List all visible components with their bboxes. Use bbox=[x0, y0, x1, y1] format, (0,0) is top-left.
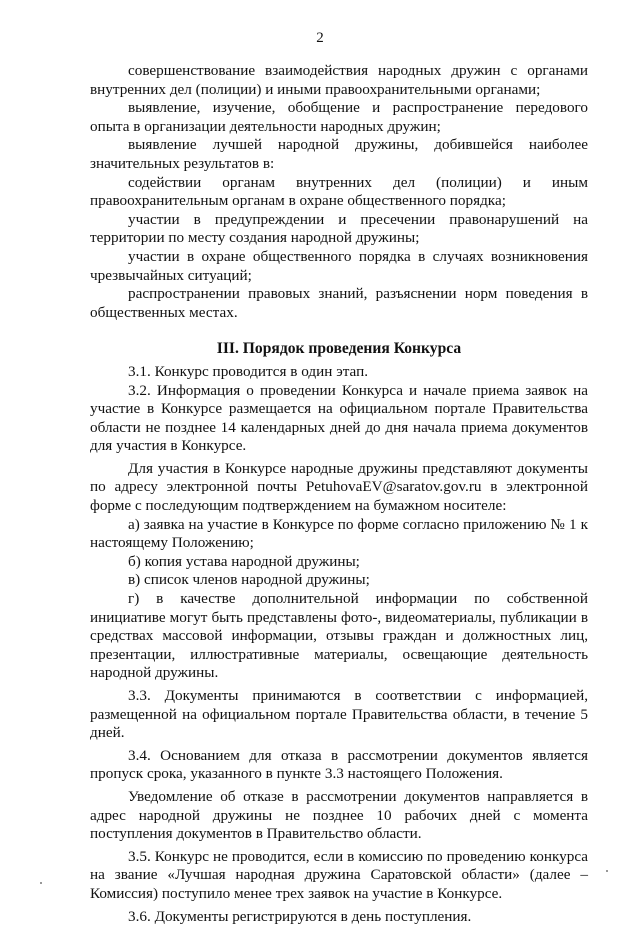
scan-speck bbox=[606, 870, 608, 872]
paragraph-3-4: 3.4. Основанием для отказа в рассмотрении документов является пропуск срока, указанного в пункте 3.3 настоящего Положения. bbox=[90, 746, 588, 783]
scan-speck bbox=[40, 882, 42, 884]
paragraph-3-6: 3.6. Документы регистрируются в день поступления. bbox=[128, 907, 472, 925]
paragraph-refusal-notice: Уведомление об отказе в рассмотрении документов направляется в адрес народной дружины не позднее 10 рабочих дней с момента поступления документов в Правительство области. bbox=[90, 787, 588, 843]
list-item-b: б) копия устава народной дружины; bbox=[128, 552, 360, 570]
paragraph-3-5: 3.5. Конкурс не проводится, если в комиссию по проведению конкурса на звание «Лучшая народная дружина Саратовской области» (далее – Комиссия) поступило менее трех заявок на участие в Конкурсе. bbox=[90, 847, 588, 902]
paragraph-assistance: содействии органам внутренних дел (полиции) и иным правоохранительным органам в охране общественного порядка; bbox=[90, 173, 588, 210]
list-item-c: в) список членов народной дружины; bbox=[128, 571, 370, 589]
paragraph-legal-knowledge: распространении правовых знаний, разъяснении норм поведения в общественных местах. bbox=[90, 285, 588, 321]
paragraph-goal-experience: выявление, изучение, обобщение и распространение передового опыта в организации деятельности народных дружин; bbox=[90, 99, 588, 135]
paragraph-prevention: участии в предупреждении и пресечении правонарушений на территории по месту создания народной дружины; bbox=[90, 210, 588, 247]
paragraph-goal-best-squad: выявление лучшей народной дружины, добившейся наиболее значительных результатов в: bbox=[90, 136, 588, 172]
page-number: 2 bbox=[316, 30, 324, 46]
paragraph-3-3: 3.3. Документы принимаются в соответствии с информацией, размещенной на официальном портале Правительства области, в течение 5 дней. bbox=[90, 687, 588, 742]
paragraph-3-2: 3.2. Информация о проведении Конкурса и начале приема заявок на участие в Конкурсе размещается на официальном портале Правительства области не позднее 14 календарных дней до дня начала приема документов для участия в Конкурсе. bbox=[90, 381, 588, 455]
paragraph-documents-email: Для участия в Конкурсе народные дружины представляют документы по адресу электронной почты PetuhovaEV@saratov.gov.ru в электронной форме с последующим подтверждением на бумажном носителе: bbox=[90, 459, 588, 515]
document-body bbox=[90, 62, 588, 926]
paragraph-3-1: 3.1. Конкурс проводится в один этап. bbox=[128, 362, 369, 380]
section-heading: III. Порядок проведения Конкурса bbox=[216, 340, 462, 358]
paragraph-goal-cooperation: совершенствование взаимодействия народных дружин с органами внутренних дел (полиции) и иными правоохранительными органами; bbox=[90, 62, 588, 98]
list-item-a: а) заявка на участие в Конкурсе по форме согласно приложению № 1 к настоящему Положению; bbox=[90, 515, 588, 552]
list-item-d: г) в качестве дополнительной информации по собственной инициативе могут быть представлены фото-, видеоматериалы, публикации в средствах массовой информации, отзывы граждан и должностных лиц, презентации, иллюстративные материалы, освещающие деятельность народной дружины. bbox=[90, 590, 588, 682]
paragraph-emergencies: участии в охране общественного порядка в случаях возникновения чрезвычайных ситуаций; bbox=[90, 247, 588, 284]
